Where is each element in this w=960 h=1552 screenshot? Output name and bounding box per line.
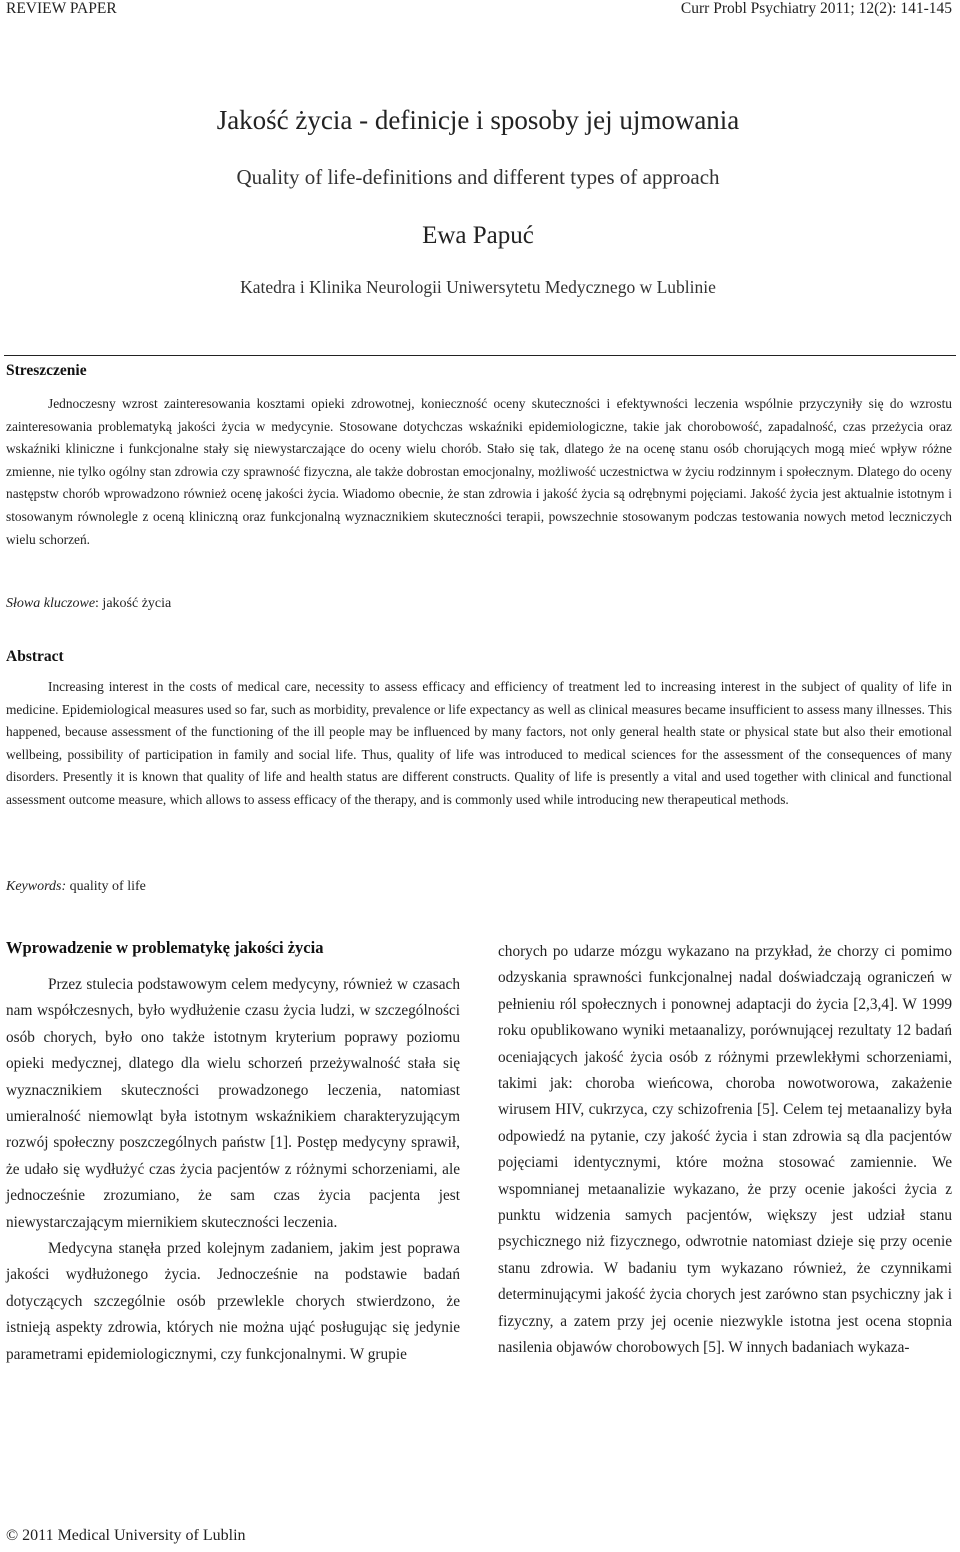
- intro-paragraph-1: Przez stulecia podstawowym celem medycyny, również w czasach nam współczesnych, było wydłużenie czasu życia ludzi, w szczególności osób chorych, było ono także istotnym kryterium poprawy poziomu opieki medycznej, dlatego dla wielu schorzeń przeżywalność stała się wyznacznikiem skuteczności prowadzonego leczenia, natomiast umieralność niemowląt była istotnym wskaźnikiem charakteryzującym rozwój społeczny poszczególnych państw [1]. Postęp medycyny sprawił, że udało się wydłużyć czas życia pacjentów z różnymi schorzeniami, ale jednocześnie zrozumiano, że sam czas życia pacjenta jest niewystarczającym miernikiem skuteczności leczenia.: [6, 976, 460, 1231]
- paper-title: Jakość życia - definicje i sposoby jej ujmowania: [216, 105, 740, 135]
- polish-keywords: [6, 596, 171, 612]
- paper-subtitle-english: Quality of life-definitions and different types of approach: [236, 165, 720, 189]
- english-keywords-label: Keywords:: [6, 879, 67, 894]
- header-divider: [4, 355, 956, 356]
- abstract-heading: Abstract: [6, 648, 64, 665]
- streszczenie-text: Jednoczesny wzrost zainteresowania kosztami opieki zdrowotnej, konieczność oceny skuteczności i efektywności leczenia wspólnie przyczyniły się do wzrostu zainteresowania problematyką jakości życia w medycynie. Stosowane dotychczas wskaźniki epidemiologiczne, takie jak chorobowość, zapadalność, czas przeżycia oraz wskaźniki kliniczne i funkcjonalne stały się niewystarczające do oceny wielu chorób. Stało się tak, dlatego że na ocenę stanu osób chorujących mogą mieć wpływ różne zmienne, nie tylko ogólny stan zdrowia czy sprawność fizyczna, ale także dobrostan emocjonalny, możliwość uczestnictwa w życiu rodzinnym i społecznym. Dlatego do oceny następstw chorób wprowadzono również ocenę jakości życia. Wiadomo obecnie, że stan zdrowia i jakość życia są odrębnymi pojęciami. Jakość życia jest aktualnie istotnym i stosowanym równolegle z oceną kliniczną oraz funkcjonalną wyznacznikiem skuteczności terapii, powszechnie stosowanym podczas testowania nowych metod leczniczych wielu schorzeń.: [6, 396, 952, 547]
- author-affiliation: Katedra i Klinika Neurologii Uniwersytetu Medycznego w Lublinie: [240, 277, 716, 297]
- right-column: [498, 939, 952, 1362]
- intro-paragraph-3: chorych po udarze mózgu wykazano na przykład, że chorzy ci pomimo odzyskania sprawności funkcjonalnej nadal doświadczają ograniczeń w pełnieniu ról społecznych i ponownej adaptacji do życia [2,3,4]. W 1999 roku opublikowano wyniki metaanalizy, porównującej rezultaty 12 badań oceniających jakość życia osób z różnymi przewlekłymi schorzeniami, takimi jak: choroba wieńcowa, choroba nowotworowa, zakażenie wirusem HIV, cukrzyca, czy schizofrenia [5]. Celem tej metaanalizy była odpowiedź na pytanie, czy jakość życia i stan zdrowia są dla pacjentów pojęciami identycznymi, które można stosować zamiennie. We wspomnianej metaanalizie wykazano, że przy ocenie jakości życia z punktu widzenia samych pacjentów, większy jest udział stanu psychicznego niż fizycznego, odwrotnie natomiast dzieje się przy ocenie stanu zdrowia. W badaniu tym wykazano również, że czynnikami determinującymi jakość życia chorych jest zarówno stan psychiczny jak i fizyczny, a zatem przy jej ocenie niezwykle istotna jest ocena stopnia nasilenia objawów chorobowych [5]. W innych badaniach wykaza-: [498, 943, 952, 1357]
- author-name: Ewa Papuć: [422, 222, 534, 249]
- running-header-citation: Curr Probl Psychiatry 2011; 12(2): 141-145: [680, 0, 952, 17]
- english-keywords-value: quality of life: [66, 879, 146, 894]
- running-header-left: REVIEW PAPER: [6, 0, 117, 17]
- polish-keywords-label: Słowa kluczowe: [6, 596, 96, 611]
- english-keywords: [6, 879, 146, 895]
- intro-paragraph-2: Medycyna stanęła przed kolejnym zadaniem, jakim jest poprawa jakości wydłużonego życia. Jednocześnie na podstawie badań dotyczących szczególnie osób przewlekle chorych stwierdzono, że istnieją aspekty zdrowia, których nie można ująć posługując się jedynie parametrami epidemiologicznymi, czy funkcjonalnymi. W grupie: [6, 1240, 460, 1363]
- left-column: [6, 972, 460, 1368]
- section-heading-intro: Wprowadzenie w problematykę jakości życia: [6, 938, 324, 957]
- abstract-text: Increasing interest in the costs of medical care, necessity to assess efficacy and efficiency of treatment led to increasing interest in the subject of quality of life in medicine. Epidemiological measures used so far, such as morbidity, prevalence or life expectancy as well as clinical measures became insufficient to assess many illnesses. This happened, because assessment of the functioning of the ill people may be influenced by many factors, not only general health state or physical state but also their emotional wellbeing, possibility of participation in family and social life. Thus, quality of life was introduced to medical sciences for the assessment of the consequences of many disorders. Presently it is known that quality of life and health status are different constructs. Quality of life is presently a vital and used together with clinical and functional assessment outcome measure, which allows to assess efficacy of the therapy, and is commonly used while introducing new therapeutical methods.: [6, 679, 952, 807]
- copyright-footer: © 2011 Medical University of Lublin: [6, 1527, 246, 1544]
- polish-keywords-value: : jakość życia: [95, 596, 172, 611]
- streszczenie-heading: Streszczenie: [6, 362, 87, 379]
